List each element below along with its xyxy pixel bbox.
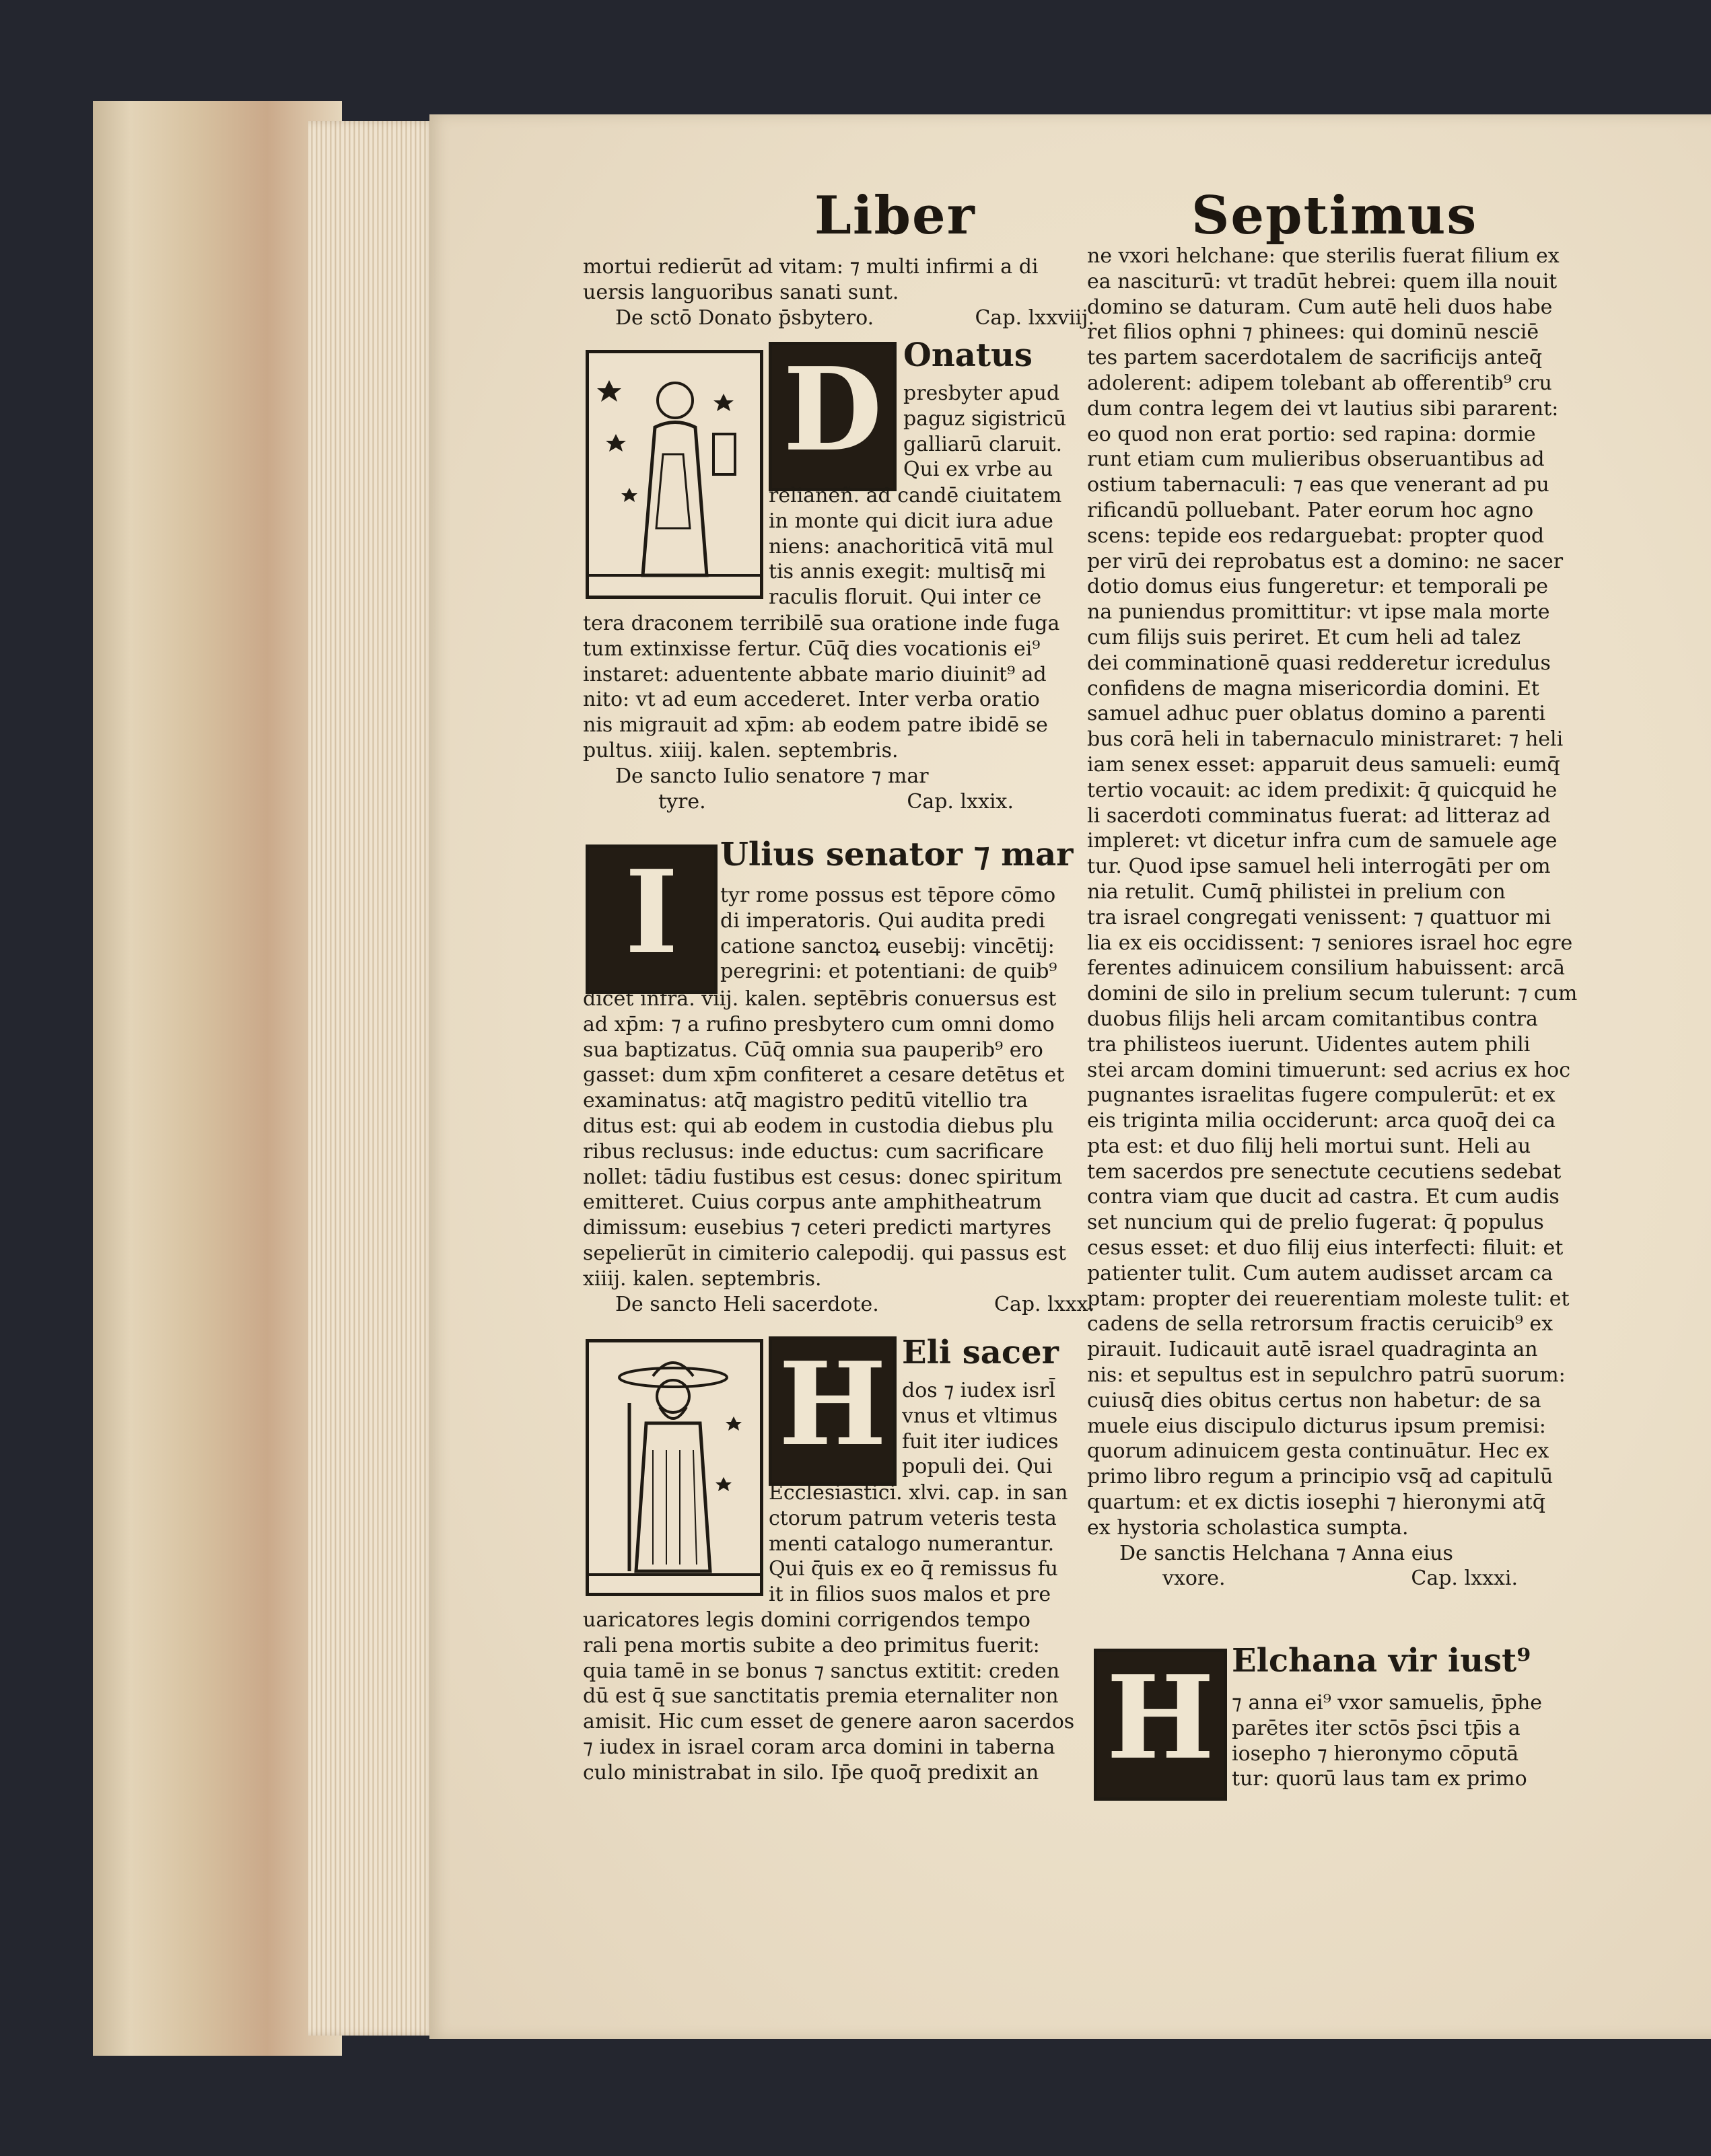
lead-word-helchana: Elchana vir iust⁹ [1232,1642,1531,1680]
text-line: raculis floruit. Qui inter ce [769,585,1042,610]
heading-text: tyre. [658,789,706,814]
text-line: nollet: tādiu fustibus est cesus: donec spiritum [583,1165,1063,1189]
text-line: cadens de sella retrorsum fractis ceruicib⁹ ex [1087,1312,1553,1336]
text-line: tis annis exegit: multisq̄ mi [769,560,1046,584]
running-head-right: Septimus [1191,185,1478,246]
lead-word-heli: Eli sacer [902,1334,1059,1371]
text-line: in monte qui dicit iura adue [769,509,1053,533]
text-line: quartum: et ex dictis iosephi ⁊ hieronymi atq̄ [1087,1490,1545,1515]
text-line: dimissum: eusebius ⁊ ceteri predicti martyres [583,1216,1051,1240]
text-line: pta est: et duo filij heli mortui sunt. Heli au [1087,1134,1531,1158]
heli-side-text [902,1378,1104,1480]
text-line: Ecclesiastici. xlvi. cap. in san [769,1481,1068,1505]
initial-h [769,1336,897,1486]
initial-letter: H [778,1337,887,1472]
text-line: vnus et vltimus [902,1404,1058,1428]
text-line: galliarū claruit. [903,432,1063,456]
text-line: nis: et sepultus est in sepulchro patrū suorum: [1087,1363,1566,1388]
text-line: ribus reclusus: inde eductus: cum sacrificare [583,1139,1044,1163]
chapter-number: Cap. lxxviij. [975,306,1094,330]
text-line: lia ex eis occidissent: ⁊ seniores israel hoc egre [1087,931,1573,955]
heading-text: De sctō Donato p̄sbytero. [615,306,874,330]
text-line: na puniendus promittitur: vt ipse mala morte [1087,600,1550,624]
text-line: it in filios suos malos et pre [769,1583,1051,1607]
text-line: quia tamē in se bonus ⁊ sanctus extitit: creden [583,1659,1060,1683]
text-line: tyr rome possus est tēpore cōmo [720,884,1056,907]
text-line: ex hystoria scholastica sumpta. [1087,1515,1409,1540]
text-line: tra israel congregati venissent: ⁊ quattuor mi [1087,905,1551,929]
chapter-heading-donatus [583,306,1094,331]
text-line: ptam: propter dei reuerentiam moleste tulit: et [1087,1287,1570,1311]
text-line: populi dei. Qui [902,1455,1053,1479]
text-line: muele eius discipulo dicturus ipsum premisi: [1087,1414,1546,1438]
text-line: sepelierūt in cimiterio calepodij. qui passus est [583,1241,1067,1265]
heli-body [583,1608,1094,1786]
initial-letter: D [783,343,882,477]
text-line: duobus filijs heli arcam comitantibus contra [1087,1007,1538,1031]
woodcut-donatus [586,350,763,599]
text-line: stei arcam domini timuerunt: sed acrius ex hoc [1087,1058,1571,1082]
text-line: di imperatoris. Qui audita predi [720,908,1045,933]
text-line: tes partem sacerdotalem de sacrificijs anteq̄ [1087,346,1543,370]
text-line: niens: anachoriticā vitā mul [769,534,1054,559]
text-line: li sacerdoti comminatus fuerat: ad litteraz ad [1087,803,1551,828]
text-line: impleret: vt dicetur infra cum de samuele age [1087,829,1558,853]
text-line: fuit iter iudices [902,1429,1059,1453]
text-line: samuel adhuc puer oblatus domino a parenti [1087,702,1546,726]
julius-body [583,986,1094,1317]
book-spine-block [93,101,342,2056]
text-line: eo quod non erat portio: sed rapina: dormie [1087,422,1536,446]
initial-d [769,342,897,491]
text-line: gasset: dum xp̄m confiteret a cesare detētus et [583,1063,1065,1087]
lead-word-donatus: Onatus [903,336,1033,374]
text-line: cesus esset: et duo filij eius interfecti: filuit: et [1087,1236,1564,1260]
text-line: cum filijs suis periret. Et cum heli ad talez [1087,625,1521,649]
initial-letter: H [1106,1651,1215,1785]
text-line: nia retulit. Cumq̄ philistei in prelium con [1087,879,1506,904]
text-line: rali pena mortis subite a deo primitus fuerit: [583,1633,1040,1657]
text-line: instaret: aduentente abbate mario diuinit⁹ ad [583,662,1047,686]
text-line: iam senex esset: apparuit deus samueli: eumq̄ [1087,752,1560,777]
text-line: tera draconem terribilē sua oratione inde fuga [583,612,1060,635]
text-line: ⁊ iudex in israel coram arca domini in taberna [583,1735,1055,1759]
text-line: ad xp̄m: ⁊ a rufino presbytero cum omni domo [583,1012,1055,1036]
text-line: dum contra legem dei vt lautius sibi pararent: [1087,396,1559,421]
chapter-heading-julius: De sancto Iulio senatore ⁊ mar [615,764,929,788]
text-line: pultus. xiiij. kalen. septembris. [583,738,899,762]
text-line: ne vxori helchane: que sterilis fuerat filium ex [1087,244,1560,268]
text-line: dicet infra. viij. kalen. septēbris conuersus est [583,987,1057,1011]
text-line: adolerent: adipem tolebant ab offerentib⁹ cru [1087,371,1552,395]
text-line: dos ⁊ iudex isrl̄ [902,1379,1055,1402]
text-line: iosepho ⁊ hieronymo cōputā [1232,1741,1519,1766]
text-line: emitteret. Cuius corpus ante amphitheatrum [583,1190,1042,1215]
text-line: ret filios ophni ⁊ phinees: qui dominū nesciē [1087,320,1539,345]
text-line: xiiij. kalen. septembris. [583,1266,822,1291]
initial-i [586,845,718,994]
text-line: ctorum patrum veteris testa [769,1506,1057,1530]
text-line: pugnantes israelitas fugere compulerūt: et ex [1087,1083,1556,1108]
running-head-left: Liber [814,185,976,246]
text-line: tur. Quod ipse samuel heli interrogāti per om [1087,855,1551,879]
text-line: peregrini: et potentiani: de quib⁹ [720,960,1057,984]
right-column [1087,244,1599,1591]
heading-text: De sancto Heli sacerdote. [615,1292,879,1316]
text-line: per virū dei reprobatus est a domino: ne sacer [1087,549,1564,573]
text-line: tum extinxisse fertur. Cūq̄ dies vocationis ei⁹ [583,637,1041,661]
text-line: Qui q̄uis ex eo q̄ remissus fu [769,1557,1059,1581]
text-line: domini de silo in prelium secum tulerunt: ⁊ cum [1087,982,1578,1006]
text-line: domino se daturam. Cum autē heli duos habe [1087,295,1553,319]
text-line: dū est q̄ sue sanctitatis premia eternaliter non [583,1684,1059,1709]
text-line: runt etiam cum mulieribus obseruantibus ad [1087,447,1545,472]
text-line: presbyter apud [903,382,1060,405]
text-line: tertio vocauit: ac idem predixit: q̄ quicquid he [1087,778,1558,802]
text-line: uaricatores legis domini corrigendos tempo [583,1608,1031,1632]
chapter-number: Cap. lxxxi. [1411,1567,1518,1591]
lead-word-julius: Ulius senator ⁊ mar [720,836,1074,873]
text-line: examinatus: atq̄ magistro peditū vitellio tra [583,1089,1028,1113]
text-line: eis triginta milia occiderunt: arca quoq̄ dei ca [1087,1109,1556,1133]
text-line: ostium tabernaculi: ⁊ eas que venerant ad pu [1087,473,1549,497]
text-line: patienter tulit. Cum autem audisset arcam ca [1087,1261,1553,1285]
text-line: amisit. Hic cum esset de genere aaron sacerdos [583,1710,1075,1734]
page-stack-edge [308,121,436,2036]
text-line: culo ministrabat in silo. Ip̄e quoq̄ predixit an [583,1760,1039,1785]
text-line: ea nasciturū: vt tradūt hebrei: quem illa nouit [1087,269,1558,293]
text-line: quorum adinuicem gesta continuātur. Hec ex [1087,1439,1549,1464]
text-line: catione sanctoꝝ eusebij: vincētij: [720,934,1055,958]
text-line: mortui redierūt ad vitam: ⁊ multi infirmi a di [583,255,1039,279]
chapter-heading-heli [583,1292,1094,1318]
chapter-number: Cap. lxxix. [907,789,1014,814]
donatus-side-text [903,381,1105,482]
text-line: uersis languoribus sanati sunt. [583,280,899,304]
text-line: menti catalogo numerantur. [769,1532,1055,1556]
text-line: tem sacerdos pre senectute cecutiens sedebat [1087,1159,1562,1184]
text-line: bus corā heli in tabernaculo ministraret: ⁊ heli [1087,727,1564,752]
heading-text: vxore. [1162,1567,1226,1591]
text-line: paguz sigistricū [903,406,1067,431]
text-line: Qui ex vrbe au [903,458,1053,482]
chapter-number: Cap. lxxx. [993,1292,1094,1316]
text-line: nito: vt ad eum accederet. Inter verba oratio [583,688,1040,712]
text-line: confidens de magna misericordia domini. Et [1087,676,1539,700]
text-line: parētes iter sctōs p̄sci tp̄is a [1232,1716,1521,1740]
text-line: primo libro regum a principio vsq̄ ad capitulū [1087,1465,1553,1489]
text-line: ferentes adinuicem consilium habuissent: arcā [1087,956,1565,980]
donatus-body [583,611,1094,814]
text-line: contra viam que ducit ad castra. Et cum audis [1087,1185,1560,1209]
text-line: tur: quorū laus tam ex primo [1232,1767,1527,1791]
donatus-side-text-lower [769,483,1105,610]
text-line: nis migrauit ad xp̄m: ab eodem patre ibidē se [583,713,1048,738]
heli-side-text-lower [769,1480,1105,1608]
chapter-heading-julius-cont [583,789,1094,815]
text-line: dotio domus eius fungeretur: et temporali pe [1087,575,1549,599]
text-line: ⁊ anna ei⁹ vxor samuelis, p̄phe [1232,1691,1543,1715]
text-line: sua baptizatus. Cūq̄ omnia sua pauperib⁹ ero [583,1038,1043,1062]
text-line: tra philisteos iuerunt. Uidentes autem phili [1087,1032,1531,1056]
initial-h-helchana [1094,1649,1227,1801]
initial-letter: I [625,845,678,980]
text-line: rificandū polluebant. Pater eorum hoc agno [1087,498,1534,522]
julius-side-text [720,883,1097,984]
text-line: pirauit. Iudicauit autē israel quadraginta an [1087,1338,1538,1362]
helchana-side-text [1232,1690,1582,1792]
text-line: cuiusq̄ dies obitus certus non habetur: de sa [1087,1388,1541,1412]
text-line: scens: tepide eos redarguebat: propter quod [1087,524,1545,548]
woodcut-heli [586,1339,763,1596]
text-line: relianeñ. ad candē ciuitatem [769,484,1062,507]
chapter-heading-helchana-cont [1087,1566,1599,1591]
text-line: dei comminationē quasi redderetur icredulus [1087,651,1551,675]
text-line: set nuncium qui de prelio fugerat: q̄ populus [1087,1211,1544,1235]
text-line: ditus est: qui ab eodem in custodia diebus plu [583,1114,1054,1138]
saint-figure-illustration [589,353,760,596]
priest-figure-illustration [589,1342,760,1593]
chapter-heading-helchana: De sanctis Helchana ⁊ Anna eius [1119,1541,1453,1565]
left-column [583,254,1094,330]
